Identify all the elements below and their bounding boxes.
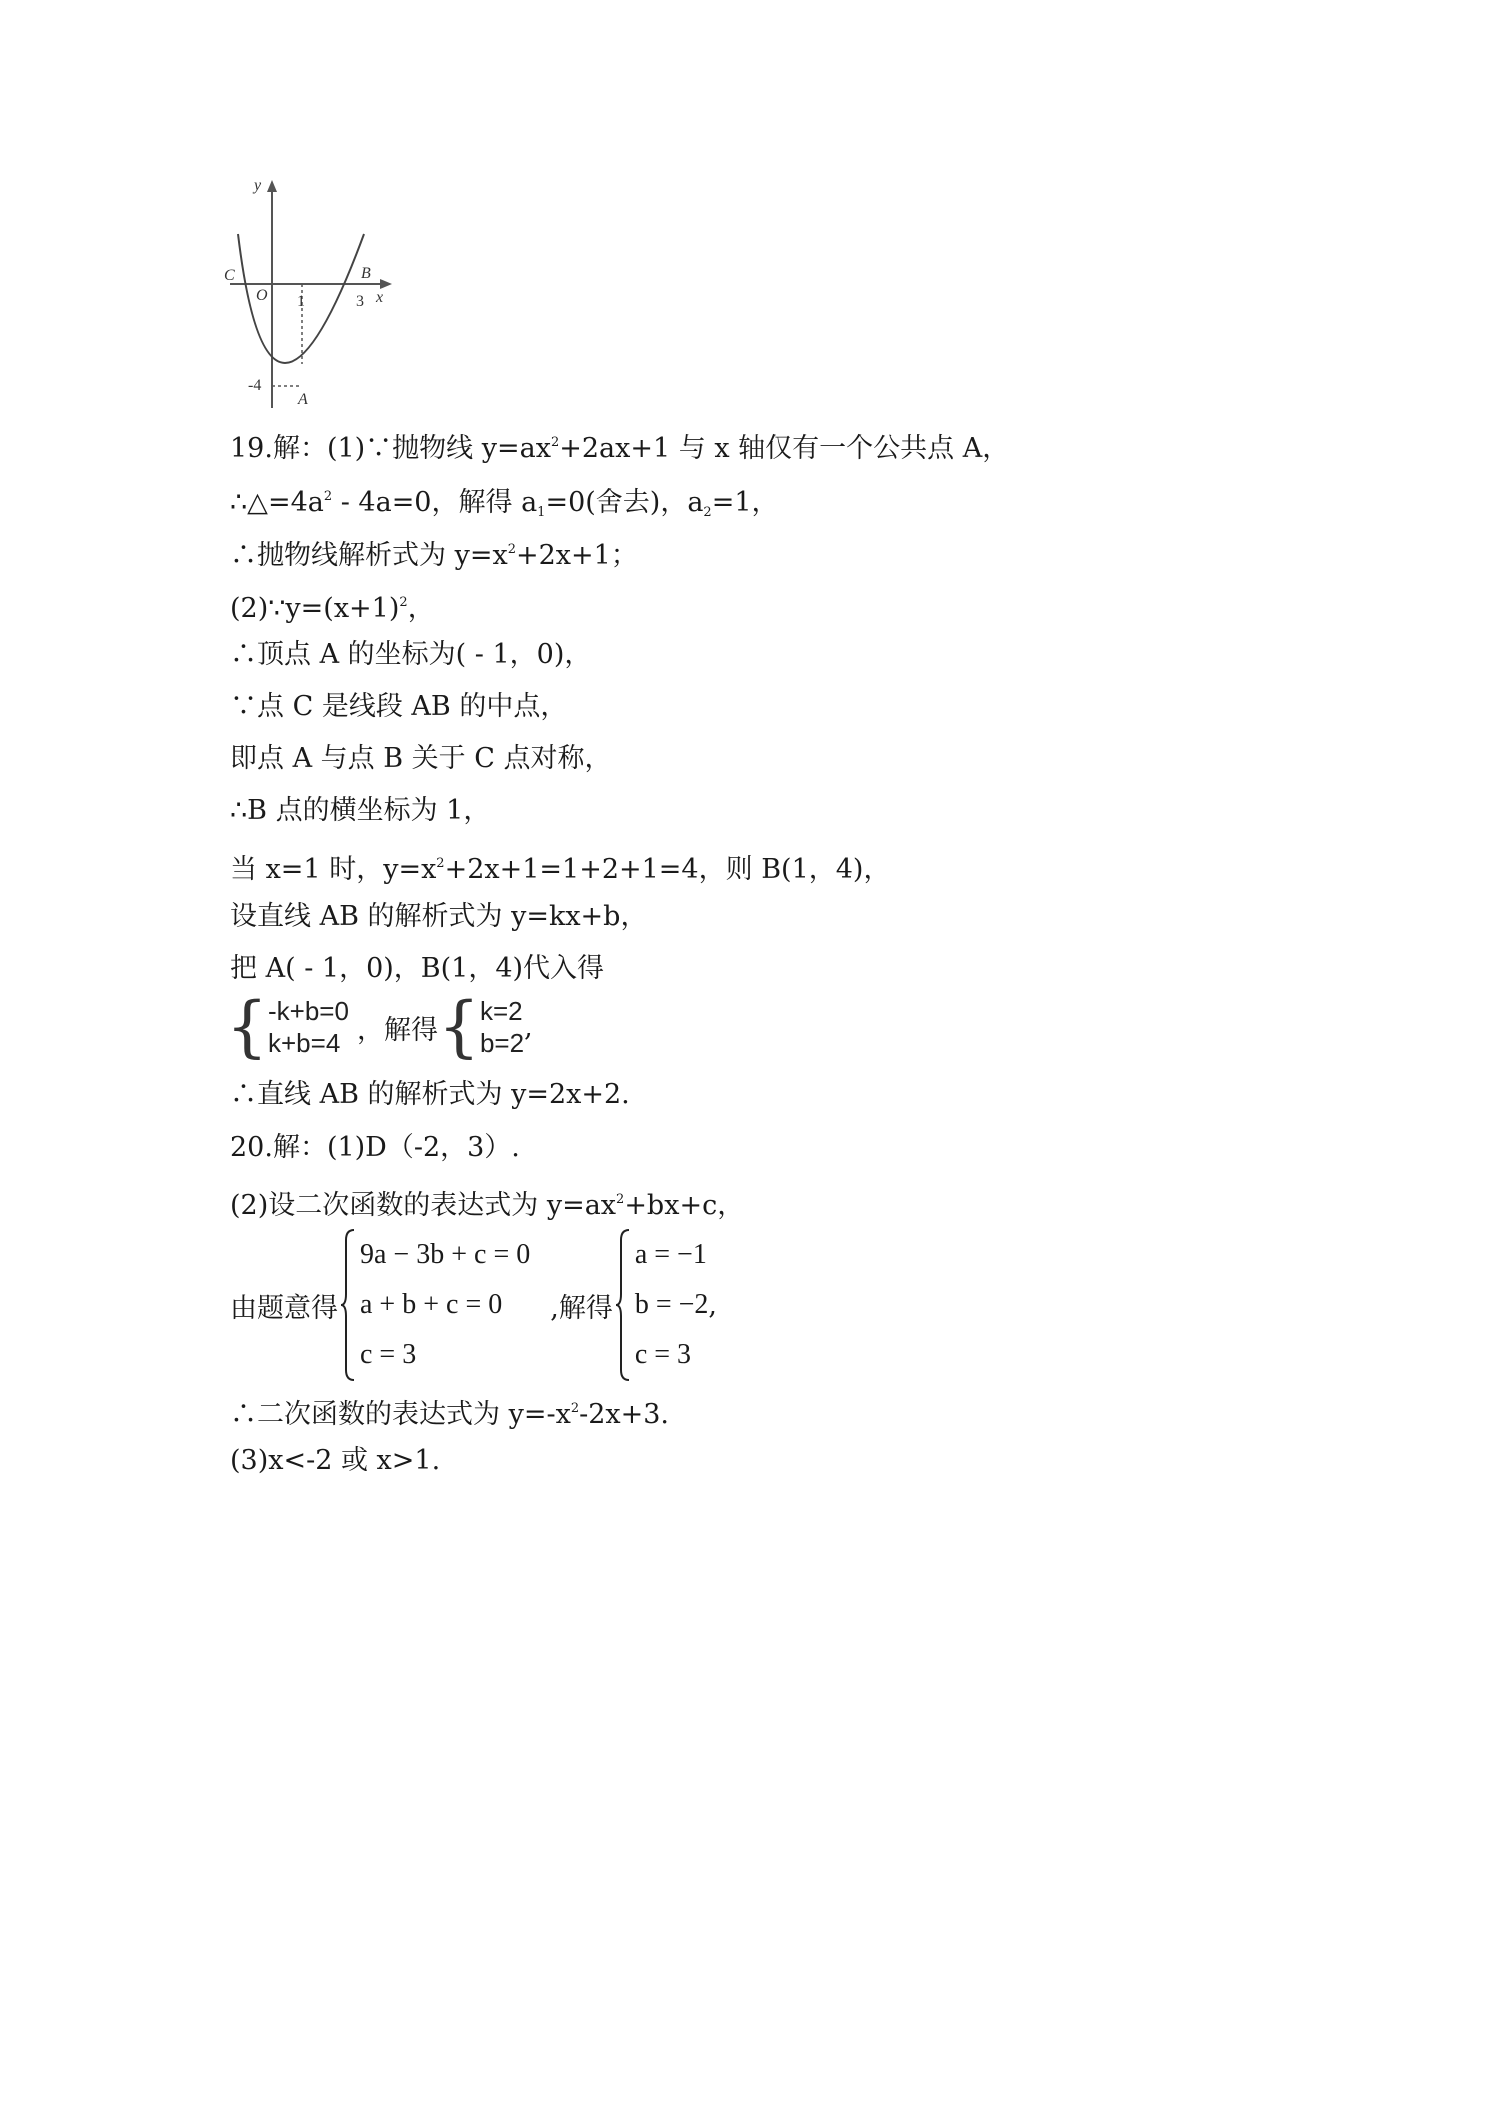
parabola-graph: [224, 172, 396, 410]
q20-equation-systems: [230, 1228, 717, 1382]
tick-1: 1: [297, 293, 305, 310]
q20-system-1: [360, 1230, 530, 1380]
label-C: C: [224, 267, 235, 284]
q20-line-2: (2)设二次函数的表达式为 $y=ax^2+bx+c$，: [230, 1190, 745, 1221]
q19-line-1: 19.解：(1)∵抛物线 $y=ax^2+2ax+1$ 与 x 轴仅有一个公共点 A，: [230, 433, 1010, 464]
q19-left-brace-2: {: [437, 988, 480, 1065]
tick-3: 3: [356, 293, 364, 310]
q19-line-11: 把 A( - 1，0)，B(1，4)代入得: [230, 953, 605, 984]
q19-left-brace-1: {: [226, 988, 268, 1065]
q19-sys2-eq1: k=2: [479, 996, 523, 1026]
q19-line-8: ∴B 点的横坐标为 1，: [230, 795, 491, 826]
q20-sys1-eq2: a + b + c = 0: [360, 1289, 503, 1320]
q19-system-1: [268, 995, 349, 1059]
tick-neg4: -4: [248, 377, 262, 394]
q20-lead-text: 由题意得: [230, 1292, 338, 1324]
q19-line-6: ∵点 C 是线段 AB 的中点，: [230, 691, 568, 722]
q19-sys2-eq2: b=2: [479, 1028, 525, 1058]
q20-left-brace-2: [615, 1228, 631, 1382]
q20-sys2-eq1: a = −1: [634, 1239, 707, 1270]
y-axis-arrow: [267, 180, 277, 192]
q19-line-9: 当 x=1 时，$y=x^2+2x+1=1+2+1=4$，则 B(1，4)，: [230, 854, 891, 885]
q20-line-3: ∴二次函数的表达式为 $y=-x^2-2x+3$.: [230, 1399, 670, 1430]
q19-line-2: $\therefore\triangle=4a^2 - 4a=0$，解得 $a_1=0$(舍去)，$a_2=1$，: [230, 487, 779, 520]
q20-left-brace-1: [340, 1228, 356, 1382]
q19-sys-end: ,: [524, 1011, 533, 1043]
q19-line-3: ∴抛物线解析式为 $y=x^2+2x+1$；: [230, 540, 638, 571]
label-x: x: [376, 289, 384, 306]
label-y: y: [254, 177, 262, 194]
q20-line-4: (3)x<-2 或 x>1.: [230, 1445, 441, 1476]
q19-system-2: [480, 995, 524, 1059]
q20-system-2: [635, 1230, 709, 1380]
q20-sys2-eq2: b = −2: [634, 1289, 709, 1320]
q19-line-5: ∴顶点 A 的坐标为( - 1，0)，: [230, 639, 592, 670]
q19-line-10: 设直线 AB 的解析式为 y=kx+b，: [230, 901, 648, 932]
q19-line-12: ∴直线 AB 的解析式为 y=2x+2.: [230, 1079, 630, 1110]
q19-solve-text: ，解得: [356, 1014, 438, 1046]
q19-line-7: 即点 A 与点 B 关于 C 点对称，: [230, 743, 612, 774]
label-A: A: [298, 391, 308, 408]
q19-sys1-eq1: -k+b=0: [268, 996, 349, 1026]
label-O: O: [256, 287, 268, 304]
label-B: B: [361, 265, 371, 282]
q20-sys1-eq1: 9a − 3b + c = 0: [360, 1239, 531, 1270]
x-axis-arrow: [380, 279, 392, 289]
q20-solve-text: ,解得: [550, 1292, 613, 1324]
q19-line-4: $(2)\because y=(x+1)^2$，: [230, 593, 435, 624]
q20-sys1-eq3: c = 3: [360, 1339, 417, 1370]
q19-equation-systems: [226, 988, 533, 1065]
q20-sys-end: ,: [708, 1289, 718, 1321]
q20-line-1: 20.解：(1)D（-2，3）.: [230, 1132, 520, 1163]
q20-sys2-eq3: c = 3: [634, 1339, 692, 1370]
q19-sys1-eq2: k+b=4: [268, 1028, 341, 1058]
